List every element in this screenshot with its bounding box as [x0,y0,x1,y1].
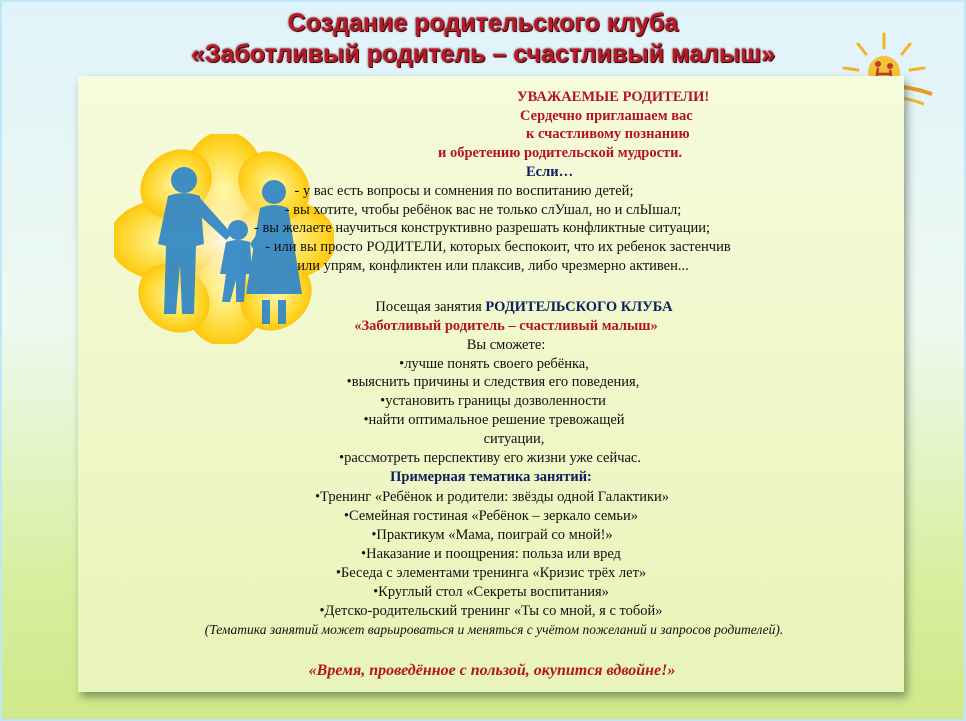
club-visit-prefix: Посещая занятия [375,299,486,315]
page-title [0,8,966,70]
invitation-line-3: и обретению родительской мудрости. [438,145,683,161]
condition-item: - или вы просто РОДИТЕЛИ, которых беспокоит, что их ребенок застенчив [265,239,731,255]
title-line-2: «Заботливый родитель – счастливый малыш» [190,40,776,68]
benefit-item: •установить границы дозволенности [380,393,606,409]
greeting: УВАЖАЕМЫЕ РОДИТЕЛИ! [517,89,710,105]
topics-heading: Примерная тематика занятий: [390,469,592,485]
benefit-item: •рассмотреть перспективу его жизни уже сейчас. [339,450,641,466]
topic-item: •Тренинг «Ребёнок и родители: звёзды одной Галактики» [314,489,670,505]
club-visit-line [375,298,672,316]
club-name: «Заботливый родитель – счастливый малыш» [354,318,658,334]
condition-item: или упрям, конфликтен или плаксив, либо чрезмерно активен... [297,258,689,274]
condition-item: - у вас есть вопросы и сомнения по воспитанию детей; [294,183,634,199]
if-label: Если… [526,164,574,180]
benefit-item: ситуации, [483,431,545,447]
topic-item: •Наказание и поощрения: польза или вред [361,546,621,562]
topic-item: •Практикум «Мама, поиграй со мной!» [371,527,613,543]
topic-item: •Детско-родительский тренинг «Ты со мной, я с тобой» [319,603,663,619]
condition-item: - вы хотите, чтобы ребёнок вас не только слУшал, но и слЫшал; [284,202,682,218]
benefit-item: •лучше понять своего ребёнка, [399,356,589,372]
club-visit-bold: РОДИТЕЛЬСКОГО КЛУБА [485,299,673,315]
topic-item: •Круглый стол «Секреты воспитания» [373,584,609,600]
benefit-item: •выяснить причины и следствия его поведения, [346,374,640,390]
topics-note: (Тематика занятий может варьироваться и меняться с учётом пожеланий и запросов родителей). [204,622,784,637]
topic-item: •Семейная гостиная «Ребёнок – зеркало семьи» [343,508,639,524]
condition-item: - вы желаете научиться конструктивно разрешать конфликтные ситуации; [253,220,711,236]
benefit-item: •найти оптимальное решение тревожащей [363,412,625,428]
topic-item: •Беседа с элементами тренинга «Кризис трёх лет» [335,565,647,581]
you-can-label: Вы сможете: [466,337,546,353]
motto: «Время, проведённое с пользой, окупится вдвойне!» [308,662,676,679]
invitation-panel [78,76,904,692]
invitation-line-1: Сердечно приглашаем вас [520,108,693,124]
title-line-1: Создание родительского клуба [287,9,679,37]
invitation-line-2: к счастливому познанию [526,126,690,142]
